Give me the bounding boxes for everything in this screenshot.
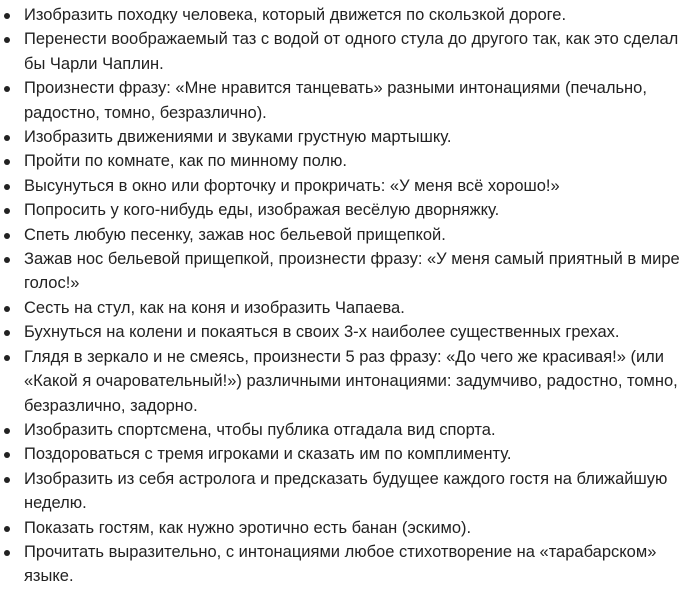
bullet-icon <box>4 86 10 92</box>
list-item <box>0 345 684 418</box>
list-item <box>0 540 684 589</box>
list-item <box>0 442 684 466</box>
list-item-text: Перенести воображаемый таз с водой от одного стула до другого так, как это сделал бы Чарли Чаплин. <box>24 30 679 73</box>
bullet-icon <box>4 330 10 336</box>
list-item <box>0 516 684 540</box>
bullet-icon <box>4 37 10 43</box>
bullet-icon <box>4 306 10 312</box>
bullet-icon <box>4 477 10 483</box>
list-item <box>0 467 684 516</box>
list-item <box>0 320 684 344</box>
list-item-text: Сесть на стул, как на коня и изобразить Чапаева. <box>24 298 405 317</box>
list-item-text: Прочитать выразительно, с интонациями любое стихотворение на «тарабарском» языке. <box>24 542 657 586</box>
bullet-icon <box>4 257 10 263</box>
list-item <box>0 296 684 320</box>
list-item <box>0 27 684 76</box>
bullet-icon <box>4 428 10 434</box>
list-item-text: Спеть любую песенку, зажав нос бельевой прищепкой. <box>24 225 446 244</box>
list-item-text: Изобразить движениями и звуками грустную мартышку. <box>24 128 452 147</box>
list-item <box>0 3 684 27</box>
list-item <box>0 247 684 296</box>
list-item <box>0 76 684 125</box>
list-item <box>0 418 684 442</box>
list-item <box>0 149 684 173</box>
list-item-text: Изобразить походку человека, который движется по скользкой дороге. <box>24 6 567 24</box>
list-item <box>0 174 684 198</box>
bullet-icon <box>4 355 10 361</box>
list-item-text: Глядя в зеркало и не смеясь, произнести 5 раз фразу: «До чего же красивая!» (или «Какой я очаровательный!») различными интонациями: задумчиво, радостно, томно, безразлично, задорно. <box>24 347 678 415</box>
bullet-icon <box>4 135 10 141</box>
list-item-text: Показать гостям, как нужно эротично есть банан (эскимо). <box>24 518 472 537</box>
list-item <box>0 125 684 149</box>
list-item-text: Пройти по комнате, как по минному полю. <box>24 152 347 171</box>
list-item-text: Высунуться в окно или форточку и прокричать: «У меня всё хорошо!» <box>24 176 560 195</box>
bullet-icon <box>4 208 10 214</box>
bullet-icon <box>4 452 10 458</box>
list-item-text: Бухнуться на колени и покаяться в своих 3-х наиболее существенных грехах. <box>24 323 620 342</box>
bullet-icon <box>4 184 10 190</box>
bullet-icon <box>4 233 10 239</box>
bullet-icon <box>4 13 10 19</box>
list-item-text: Попросить у кого-нибудь еды, изображая весёлую дворняжку. <box>24 201 500 220</box>
list-item <box>0 198 684 222</box>
list-item-text: Изобразить спортсмена, чтобы публика отгадала вид спорта. <box>24 420 496 439</box>
bullet-icon <box>4 159 10 165</box>
bullet-icon <box>4 550 10 556</box>
list-item <box>0 223 684 247</box>
list-item-text: Поздороваться с тремя игроками и сказать им по комплименту. <box>24 445 512 464</box>
bullet-icon <box>4 526 10 532</box>
list-item-text: Произнести фразу: «Мне нравится танцевать» разными интонациями (печально, радостно, томно, безразлично). <box>24 79 647 122</box>
list-item-text: Зажав нос бельевой прищепкой, произнести фразу: «У меня самый приятный в мире голос!» <box>24 250 680 293</box>
list-item-text: Изобразить из себя астролога и предсказать будущее каждого гостя на ближайшую неделю. <box>24 469 668 513</box>
